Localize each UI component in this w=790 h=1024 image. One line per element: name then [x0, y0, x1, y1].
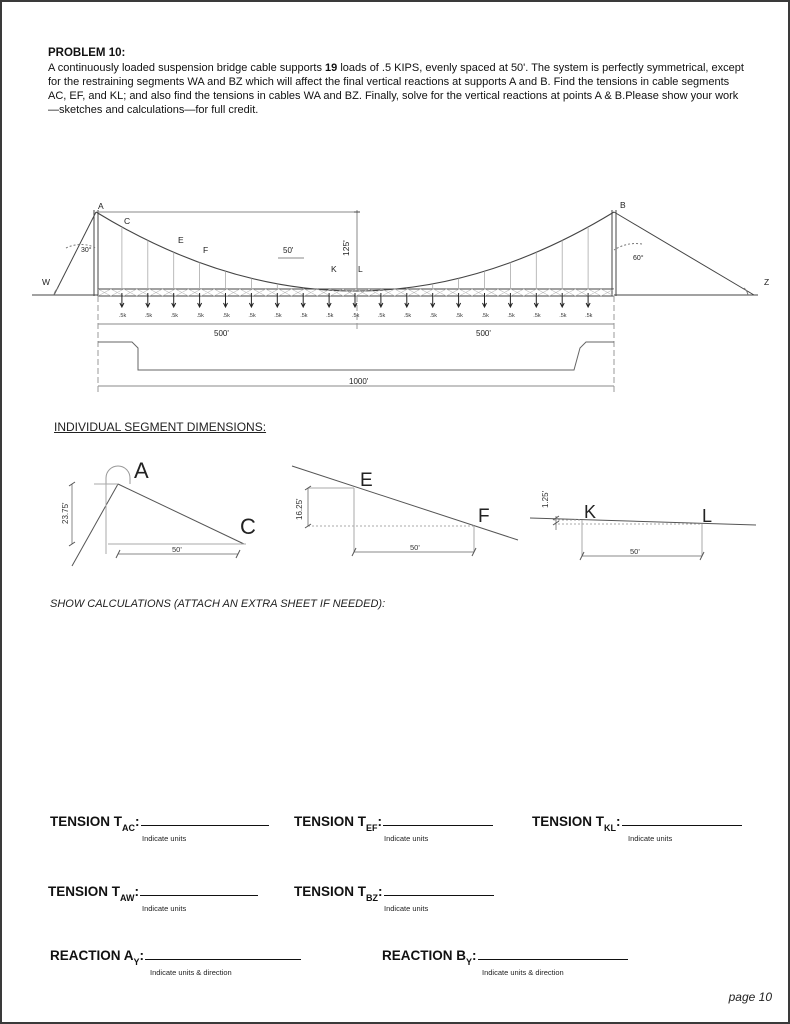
segment-ac-label-c: C — [240, 514, 256, 539]
load-label: .5k — [144, 313, 153, 319]
load-label: .5k — [455, 313, 463, 319]
loads-count: 19 — [325, 62, 338, 74]
problem-text-part-2: loads of .5 KIPS, evenly spaced at 50'. The system is perfectly symmetrical, except for the restraining segments WA and BZ which will affect the final vertical reactions at supports A and B. Find the tensions in cable segments AC, EF, and KL; and also find the tensions in cables WA and BZ. Finally, solve for the vertical reactions at points A & B.Please show your work—sketches and calculations—for full credit. — [48, 62, 744, 116]
segment-ac-diagram — [54, 450, 284, 568]
total-span-label: 1000' — [349, 377, 369, 386]
load-arrow — [172, 293, 176, 307]
units-direction-hint-b: Indicate units & direction — [482, 968, 564, 977]
load-arrow — [146, 293, 150, 307]
load-label: .5k — [170, 313, 179, 319]
point-label-f: F — [203, 245, 209, 255]
segment-ac-label-a: A — [134, 458, 149, 483]
units-hint-bz: Indicate units — [384, 904, 429, 913]
answer-tension-aw[interactable] — [48, 884, 258, 903]
page-number: page 10 — [728, 990, 772, 1004]
segment-kl-run: 50' — [630, 547, 640, 556]
answer-reaction-b[interactable] — [382, 948, 628, 967]
load-label: .5k — [377, 313, 386, 319]
answer-colon: : — [378, 884, 383, 899]
sag-label: 125' — [341, 240, 351, 256]
segment-kl-diagram — [530, 472, 760, 568]
segment-heading: INDIVIDUAL SEGMENT DIMENSIONS: — [54, 420, 267, 434]
answer-reaction-a-line[interactable] — [145, 958, 301, 960]
answer-tension-ac[interactable] — [50, 814, 269, 833]
answer-tension-ef-label: TENSION T — [294, 814, 367, 829]
load-arrow — [301, 293, 305, 307]
segment-kl-label-k: K — [584, 502, 597, 522]
answer-reaction-a-label: REACTION A — [50, 948, 134, 963]
answer-tension-ef-sub: EF — [366, 823, 378, 833]
load-label: .5k — [196, 313, 204, 319]
point-label-l: L — [358, 264, 363, 274]
load-arrow — [198, 293, 202, 307]
load-arrow — [120, 293, 124, 307]
load-label: .5k — [326, 313, 334, 319]
answer-reaction-b-sub: Y — [466, 957, 473, 967]
load-label: .5k — [481, 313, 489, 319]
units-hint-aw: Indicate units — [142, 904, 187, 913]
segment-ef-run: 50' — [410, 543, 420, 552]
answer-tension-ac-label: TENSION T — [50, 814, 123, 829]
answer-tension-kl-line[interactable] — [622, 824, 742, 826]
answer-tension-kl-sub: KL — [604, 823, 617, 833]
worksheet-page — [2, 2, 788, 1022]
problem-statement — [48, 46, 748, 117]
segment-kl-label-l: L — [702, 506, 713, 526]
answer-reaction-a-sub: Y — [133, 957, 140, 967]
half-span-left-label: 500' — [214, 329, 229, 338]
answer-tension-bz[interactable] — [294, 884, 494, 903]
load-label: .5k — [403, 313, 412, 319]
segment-ef-diagram — [284, 458, 524, 568]
answer-tension-ac-sub: AC — [122, 823, 136, 833]
answer-tension-aw-sub: AW — [120, 893, 135, 903]
point-label-a: A — [98, 201, 104, 211]
answer-colon: : — [616, 814, 621, 829]
half-span-right-label: 500' — [476, 329, 491, 338]
answer-tension-ef[interactable] — [294, 814, 493, 833]
load-label: .5k — [559, 313, 567, 319]
show-calculations-heading: SHOW CALCULATIONS (ATTACH AN EXTRA SHEET IF NEEDED): — [50, 598, 386, 610]
segment-ac-run: 50' — [172, 545, 182, 554]
load-arrow — [224, 293, 228, 307]
answer-tension-bz-line[interactable] — [384, 894, 494, 896]
load-label: .5k — [274, 313, 282, 319]
point-label-z: Z — [764, 277, 770, 287]
load-label: .5k — [533, 313, 541, 319]
load-label: .5k — [118, 313, 127, 319]
segment-ef-label-e: E — [360, 470, 373, 491]
load-arrow — [353, 293, 357, 307]
angle-label-left: 30° — [81, 247, 92, 254]
load-label: .5k — [352, 313, 360, 319]
point-label-c: C — [124, 216, 131, 226]
load-label: .5k — [248, 313, 256, 319]
segment-ac-rise: 23.75' — [61, 502, 70, 524]
load-label: .5k — [507, 313, 515, 319]
problem-title: PROBLEM 10: — [48, 47, 126, 59]
load-arrow — [275, 293, 279, 307]
load-labels — [119, 313, 593, 319]
units-hint-ef: Indicate units — [384, 834, 429, 843]
answer-tension-aw-label: TENSION T — [48, 884, 121, 899]
point-label-e: E — [178, 235, 184, 245]
point-label-w: W — [42, 277, 51, 287]
load-arrow — [379, 293, 383, 307]
answer-colon: : — [139, 948, 145, 963]
bridge-diagram — [2, 182, 788, 412]
answer-colon: : — [134, 884, 140, 899]
answer-reaction-a[interactable] — [50, 948, 301, 967]
answer-tension-kl[interactable] — [532, 814, 742, 833]
segment-ef-label-f: F — [478, 506, 490, 527]
segment-ef-rise: 16.25' — [295, 498, 304, 520]
answer-reaction-b-label: REACTION B — [382, 948, 466, 963]
answer-colon: : — [135, 814, 140, 829]
answer-reaction-b-line[interactable] — [478, 958, 628, 960]
units-hint-ac: Indicate units — [142, 834, 187, 843]
answer-tension-ac-line[interactable] — [141, 824, 269, 826]
hanger-group — [122, 227, 588, 291]
answer-colon: : — [472, 948, 477, 963]
answer-tension-ef-line[interactable] — [383, 824, 493, 826]
load-arrow — [249, 293, 253, 307]
spacing-label: 50' — [283, 246, 294, 255]
units-direction-hint-a: Indicate units & direction — [150, 968, 232, 977]
problem-text-part-1: A continuously loaded suspension bridge cable supports — [48, 62, 326, 74]
answer-colon: : — [377, 814, 383, 829]
units-hint-kl: Indicate units — [628, 834, 673, 843]
load-arrow — [327, 293, 331, 307]
load-label: .5k — [222, 313, 230, 319]
answer-tension-bz-label: TENSION T — [294, 884, 367, 899]
answer-tension-bz-sub: BZ — [366, 893, 379, 903]
angle-label-right: 60° — [633, 255, 644, 262]
point-label-b: B — [620, 200, 626, 210]
load-label: .5k — [429, 313, 438, 319]
segment-kl-rise: 1.25' — [541, 490, 550, 508]
load-label: .5k — [585, 313, 593, 319]
load-label: .5k — [300, 313, 308, 319]
problem-text — [48, 61, 748, 117]
answer-tension-aw-line[interactable] — [140, 894, 258, 896]
point-label-k: K — [331, 264, 337, 274]
answer-tension-kl-label: TENSION T — [532, 814, 605, 829]
